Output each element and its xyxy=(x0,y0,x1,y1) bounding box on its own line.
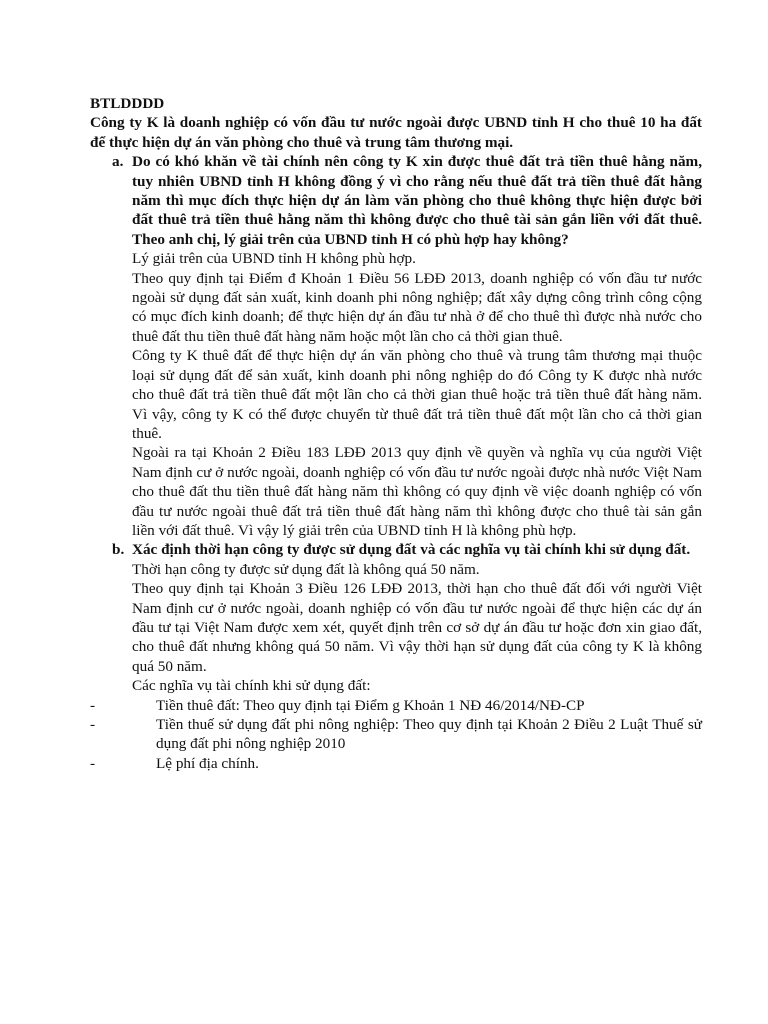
section-a-question: Do có khó khăn về tài chính nên công ty K xin được thuê đất trả tiền thuê hằng năm, tuy nhiên UBND tỉnh H không đồng ý vì cho rằng nếu thuê đất trả tiền thuê đất hằng năm thì mục đích thực hiện dự án làm văn phòng cho thuê không thực hiện được bởi đất thuê trả tiền thuê hằng năm thì không được cho thuê tài sản gắn liền với đất thuê. Theo anh chị, lý giải trên của UBND tỉnh H có phù hợp hay không? xyxy=(132,153,702,248)
section-a-paragraph-2: Theo quy định tại Điểm đ Khoản 1 Điều 56 LĐĐ 2013, doanh nghiệp có vốn đầu tư nước ngoài sử dụng đất sản xuất, kinh doanh phi nông nghiệp; đất xây dựng công trình công cộng có mục đích kinh doanh; để thực hiện dự án đầu tư nhà ở để cho thuê thì được nhà nước cho thuê đất thu tiền thuê đất hàng năm hoặc một lần cho cả thời gian thuê. xyxy=(132,269,702,345)
financial-obligations-list xyxy=(90,696,702,774)
list-item xyxy=(90,715,702,754)
section-a-paragraph-1: Lý giải trên của UBND tỉnh H không phù hợp. xyxy=(132,250,416,268)
intro-paragraph: Công ty K là doanh nghiệp có vốn đầu tư nước ngoài được UBND tỉnh H cho thuê 10 ha đất để thực hiện dự án văn phòng cho thuê và trung tâm thương mại. xyxy=(90,114,702,151)
section-b-paragraph-2: Theo quy định tại Khoản 3 Điều 126 LĐĐ 2013, thời hạn cho thuê đất đối với người Việt Nam định cư ở nước ngoài, doanh nghiệp có vốn đầu tư nước ngoài để thực hiện các dự án đầu tư tại Việt Nam được xem xét, quyết định trên cơ sở dự án đầu tư hoặc đơn xin giao đất, cho thuê đất nhưng không quá 50 năm. Vì vậy thời hạn sử dụng đất của công ty K là không quá 50 năm. xyxy=(132,580,702,675)
section-b-paragraph-1: Thời hạn công ty được sử dụng đất là không quá 50 năm. xyxy=(132,560,480,578)
dash-bullet: - xyxy=(90,754,96,772)
section-b-paragraph-3: Các nghĩa vụ tài chính khi sử dụng đất: xyxy=(132,677,371,695)
list-item xyxy=(90,696,702,715)
section-list xyxy=(90,152,702,773)
dash-bullet: - xyxy=(90,696,96,714)
section-a-paragraph-4: Ngoài ra tại Khoản 2 Điều 183 LĐĐ 2013 quy định về quyền và nghĩa vụ của người Việt Nam định cư ở nước ngoài, doanh nghiệp có vốn đầu tư nước ngoài được nhà nước Việt Nam cho thuê đất thu tiền thuê đất hàng năm thì không có quy định về việc doanh nghiệp có vốn đầu tư nước ngoài thuê đất trả tiền thuê đất hàng năm thì không được cho thuê tài sản gắn liền với đất thuê. Vì vậy lý giải trên của UBND tỉnh H là không phù hợp. xyxy=(132,444,702,539)
dash-bullet: - xyxy=(90,716,96,733)
section-b xyxy=(90,540,702,773)
section-a-marker: a. xyxy=(112,153,124,171)
section-b-marker: b. xyxy=(112,541,125,559)
list-item xyxy=(90,754,702,773)
obligation-text: Tiền thuế sử dụng đất phi nông nghiệp: Theo quy định tại Khoản 2 Điều 2 Luật Thuế sử dụng đất phi nông nghiệp 2010 xyxy=(156,716,702,753)
section-b-question: Xác định thời hạn công ty được sử dụng đất và các nghĩa vụ tài chính khi sử dụng đất. xyxy=(132,541,691,559)
section-a-paragraph-3: Công ty K thuê đất để thực hiện dự án văn phòng cho thuê và trung tâm thương mại thuộc loại sử dụng đất để sản xuất, kinh doanh phi nông nghiệp do đó Công ty K được nhà nước cho thuê đất trả tiền thuê đất một lần cho cả thời gian thuê hoặc trả tiền thuê đất hàng năm. Vì vậy, công ty K có thể được chuyển từ thuê đất trả tiền thuê đất một lần cho cả thời gian thuê. xyxy=(132,347,702,442)
document-title: BTLDDDD xyxy=(90,95,165,112)
obligation-text: Tiền thuê đất: Theo quy định tại Điểm g Khoản 1 NĐ 46/2014/NĐ-CP xyxy=(156,696,585,714)
obligation-text: Lệ phí địa chính. xyxy=(156,754,259,772)
section-a xyxy=(90,152,702,540)
